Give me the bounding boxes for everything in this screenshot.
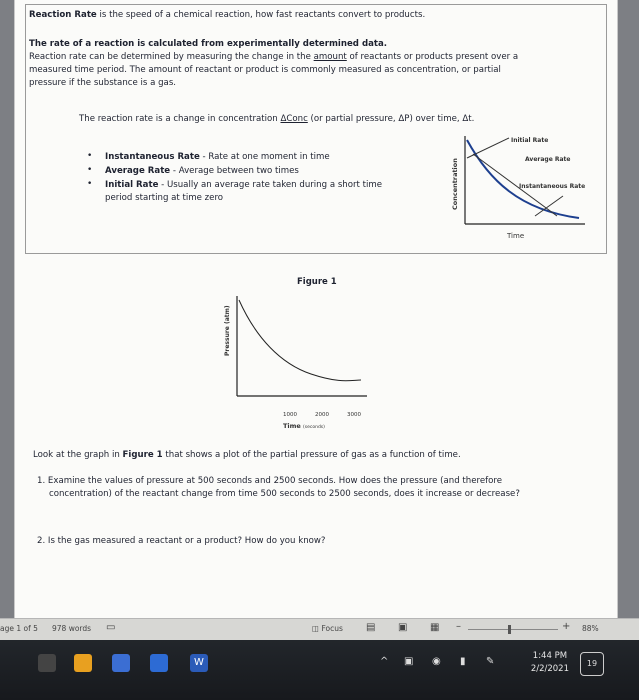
para-line-3: pressure if the substance is a gas. xyxy=(29,78,177,88)
page-count[interactable]: age 1 of 5 xyxy=(0,624,38,633)
figure-1-title: Figure 1 xyxy=(297,277,337,287)
photos-icon[interactable] xyxy=(38,654,56,672)
question-2: 2. Is the gas measured a reactant or a product? How do you know? xyxy=(37,536,326,546)
para-title: The rate of a reaction is calculated from experimentally determined data. xyxy=(29,39,388,49)
notifications-count: 19 xyxy=(586,659,598,668)
bullet-initial-cont: period starting at time zero xyxy=(105,193,224,203)
label-initial-rate: Initial Rate xyxy=(511,137,549,144)
zoom-slider-thumb[interactable] xyxy=(508,625,511,634)
word-app-icon[interactable]: W xyxy=(190,654,208,672)
bullet-average: Average Rate - Average between two times xyxy=(105,166,299,176)
bullet-dot: • xyxy=(87,179,93,189)
para-line-2: measured time period. The amount of reactant or product is commonly measured as concentration, or partial xyxy=(29,65,501,75)
zoom-slider[interactable] xyxy=(468,629,558,630)
focus-button[interactable]: ◫ Focus xyxy=(312,624,343,633)
figure-1-chart xyxy=(211,268,381,438)
initial-rate-tangent xyxy=(467,138,509,158)
rate-diagram-curve xyxy=(467,140,579,218)
rate-definition: The reaction rate is a change in concentration ΔConc (or partial pressure, ΔP) over time, Δt. xyxy=(79,114,475,124)
notifications-icon[interactable] xyxy=(580,652,604,676)
intro-line xyxy=(29,9,425,21)
mini-y-label: Concentration xyxy=(451,158,459,210)
bullet-dot: • xyxy=(87,151,93,161)
figure-1-x-unit: (seconds) xyxy=(303,425,325,430)
zoom-app-icon[interactable] xyxy=(150,654,168,672)
figure-1-curve xyxy=(239,300,361,381)
shield-app-icon[interactable] xyxy=(74,654,92,672)
taskbar xyxy=(0,640,639,700)
zoom-in-icon[interactable]: + xyxy=(562,621,571,632)
rate-diagram xyxy=(439,130,589,244)
status-bar xyxy=(0,618,639,641)
web-layout-icon[interactable]: ▦ xyxy=(430,622,440,633)
tray-network-icon[interactable]: ▣ xyxy=(404,656,414,667)
label-instantaneous-rate: Instantaneous Rate xyxy=(519,183,586,190)
figure-1-tick: 1000 xyxy=(283,412,297,418)
tray-chevron-icon[interactable]: ^ xyxy=(380,656,389,667)
clock-date: 2/2/2021 xyxy=(530,664,569,674)
figure-1-tick: 3000 xyxy=(347,412,361,418)
clock-time: 1:44 PM xyxy=(532,651,568,661)
para-line-1: Reaction rate can be determined by measuring the change in the amount of reactants or products present over a xyxy=(29,52,519,62)
zoom-out-icon[interactable]: – xyxy=(456,621,461,632)
figure-1-tick: 2000 xyxy=(315,412,329,418)
tray-battery-icon[interactable]: ▮ xyxy=(460,656,466,667)
look-line: Look at the graph in Figure 1 that shows a plot of the partial pressure of gas as a function of time. xyxy=(33,450,461,460)
bullet-initial: Initial Rate - Usually an average rate taken during a short time xyxy=(105,180,383,190)
clock[interactable] xyxy=(531,650,569,676)
zoom-level[interactable]: 88% xyxy=(582,624,599,633)
print-layout-icon[interactable]: ▣ xyxy=(398,622,408,633)
focus-label: Focus xyxy=(321,624,343,633)
instantaneous-tangent xyxy=(535,196,563,216)
tray-pen-icon[interactable]: ✎ xyxy=(486,656,495,667)
figure-1-y-label: Pressure (atm) xyxy=(224,305,231,356)
bullet-dot: • xyxy=(87,165,93,175)
intro-bold: Reaction Rate xyxy=(29,10,97,20)
tray-app-icon[interactable]: ◉ xyxy=(432,656,441,667)
label-average-rate: Average Rate xyxy=(525,156,571,163)
document-page xyxy=(14,0,618,618)
chart-app-icon[interactable] xyxy=(112,654,130,672)
mini-x-label: Time xyxy=(507,232,525,240)
read-mode-icon[interactable]: ▤ xyxy=(366,622,376,633)
proofing-icon[interactable]: ▭ xyxy=(106,622,116,633)
figure-1-x-label: Time xyxy=(283,422,301,430)
word-count[interactable]: 978 words xyxy=(52,624,92,633)
question-1-line-2: concentration) of the reactant change from time 500 seconds to 2500 seconds, does it increase or decrease? xyxy=(49,489,520,499)
intro-rest: is the speed of a chemical reaction, how fast reactants convert to products. xyxy=(96,10,426,20)
bullet-instantaneous: Instantaneous Rate - Rate at one moment in time xyxy=(105,152,330,162)
question-1-line-1: 1. Examine the values of pressure at 500 seconds and 2500 seconds. How does the pressure (and therefore xyxy=(37,476,503,486)
